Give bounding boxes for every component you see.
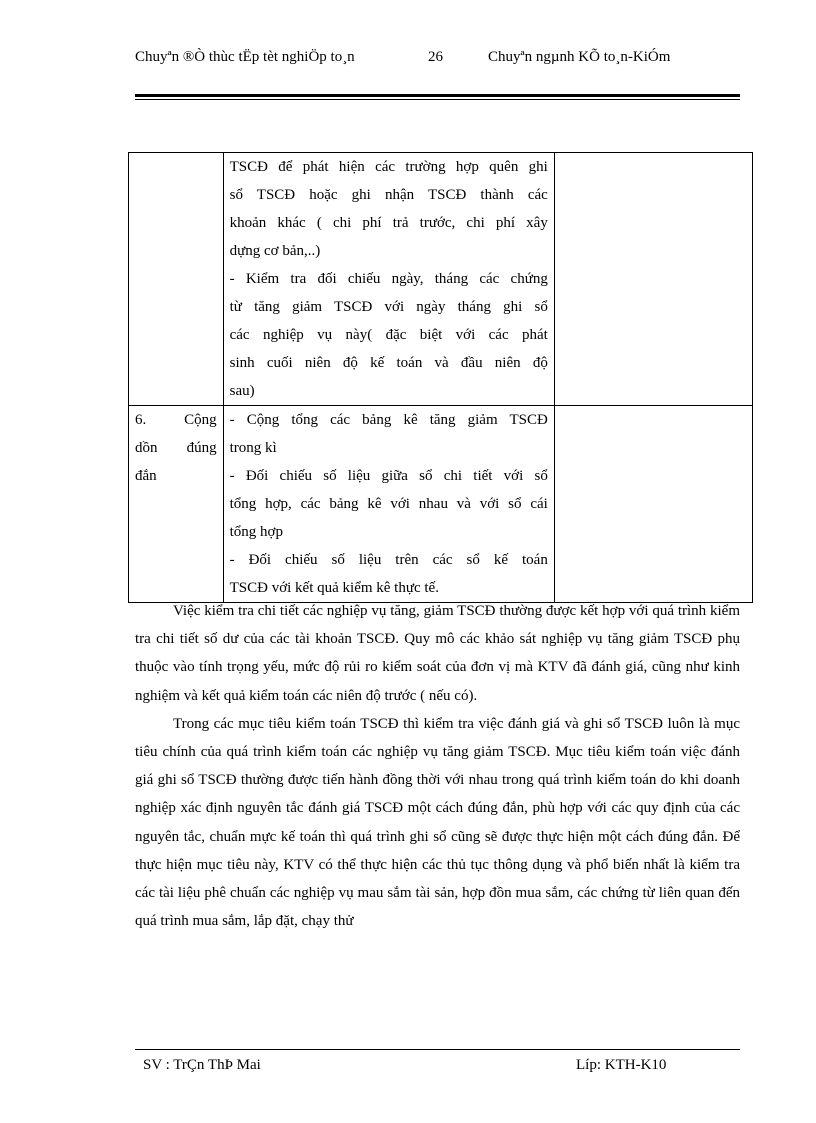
table-cell-procedures: TSCĐ để phát hiện các trường hợp quên ghi sổ TSCĐ hoặc ghi nhận TSCĐ thành các khoản khác ( chi phí trả trước, chi phí xây dựng cơ bản,..) - Kiểm tra đối chiếu ngày, tháng các chứng từ tăng giảm TSCĐ với ngày tháng ghi sổ các nghiệp vụ này( đặc biệt với các phát sinh cuối niên độ kế toán và đầu niên độ sau) (223, 153, 554, 406)
header-rule-thick (135, 94, 740, 97)
footer-class: Líp: KTH-K10 (576, 1057, 667, 1073)
header-right-title: Chuyªn ngµnh KÕ to¸n-KiÓm (488, 49, 671, 65)
table-cell-objective: 6. Cộng dồn đúng đắn (129, 406, 224, 603)
table-cell-procedures: - Cộng tổng các bảng kê tăng giảm TSCĐ trong kì - Đối chiếu số liệu giữa sổ chi tiết với sổ tổng hợp, các bảng kê với nhau và với sổ cái tổng hợp - Đối chiếu số liệu trên các sổ kế toán TSCĐ với kết quả kiểm kê thực tế. (223, 406, 554, 603)
footer-student: SV : TrÇn ThÞ Mai (143, 1057, 261, 1073)
table-cell-notes (554, 406, 752, 603)
table-row (129, 153, 753, 406)
page-number: 26 (428, 49, 443, 65)
audit-procedures-table (128, 152, 753, 603)
header-left-title: Chuyªn ®Ò thùc tËp tèt nghiÖp to¸n (135, 49, 355, 65)
paragraph: Việc kiểm tra chi tiết các nghiệp vụ tăng, giảm TSCĐ thường được kết hợp với quá trình kiểm tra chi tiết số dư của các tài khoản TSCĐ. Quy mô các khảo sát nghiệp vụ tăng giảm TSCĐ phụ thuộc vào tính trọng yếu, mức độ rủi ro kiểm soát của đơn vị mà KTV đã đánh giá, cũng như kinh nghiệm và kết quả kiểm toán các niên độ trước ( nếu có). (135, 603, 740, 704)
header-rule-thin (135, 99, 740, 100)
table-cell-notes (554, 153, 752, 406)
body-text (135, 597, 740, 935)
footer-rule (135, 1049, 740, 1050)
table-cell-objective (129, 153, 224, 406)
table-row (129, 406, 753, 603)
paragraph: Trong các mục tiêu kiểm toán TSCĐ thì kiểm tra việc đánh giá và ghi sổ TSCĐ luôn là mục tiêu chính của quá trình kiểm toán các nghiệp vụ tăng giảm TSCĐ. Mục tiêu kiểm toán việc đánh giá ghi sổ TSCĐ thường được tiến hành đồng thời với nhau trong quá trình kiểm toán do khi doanh nghiệp xác định nguyên tắc đánh giá TSCĐ một cách đúng đắn, phù hợp với các quy định của các nguyên tắc, chuẩn mực kế toán thì quá trình ghi sổ cũng sẽ được thực hiện một cách đúng đắn. Để thực hiện mục tiêu này, KTV có thể thực hiện các thủ tục thông dụng và phổ biến nhất là kiểm tra các tài liệu phê chuẩn các nghiệp vụ mau sắm tài sản, hợp đồn mua sắm, các chứng từ liên quan đến quá trình mua sắm, lắp đặt, chạy thử (135, 715, 740, 930)
